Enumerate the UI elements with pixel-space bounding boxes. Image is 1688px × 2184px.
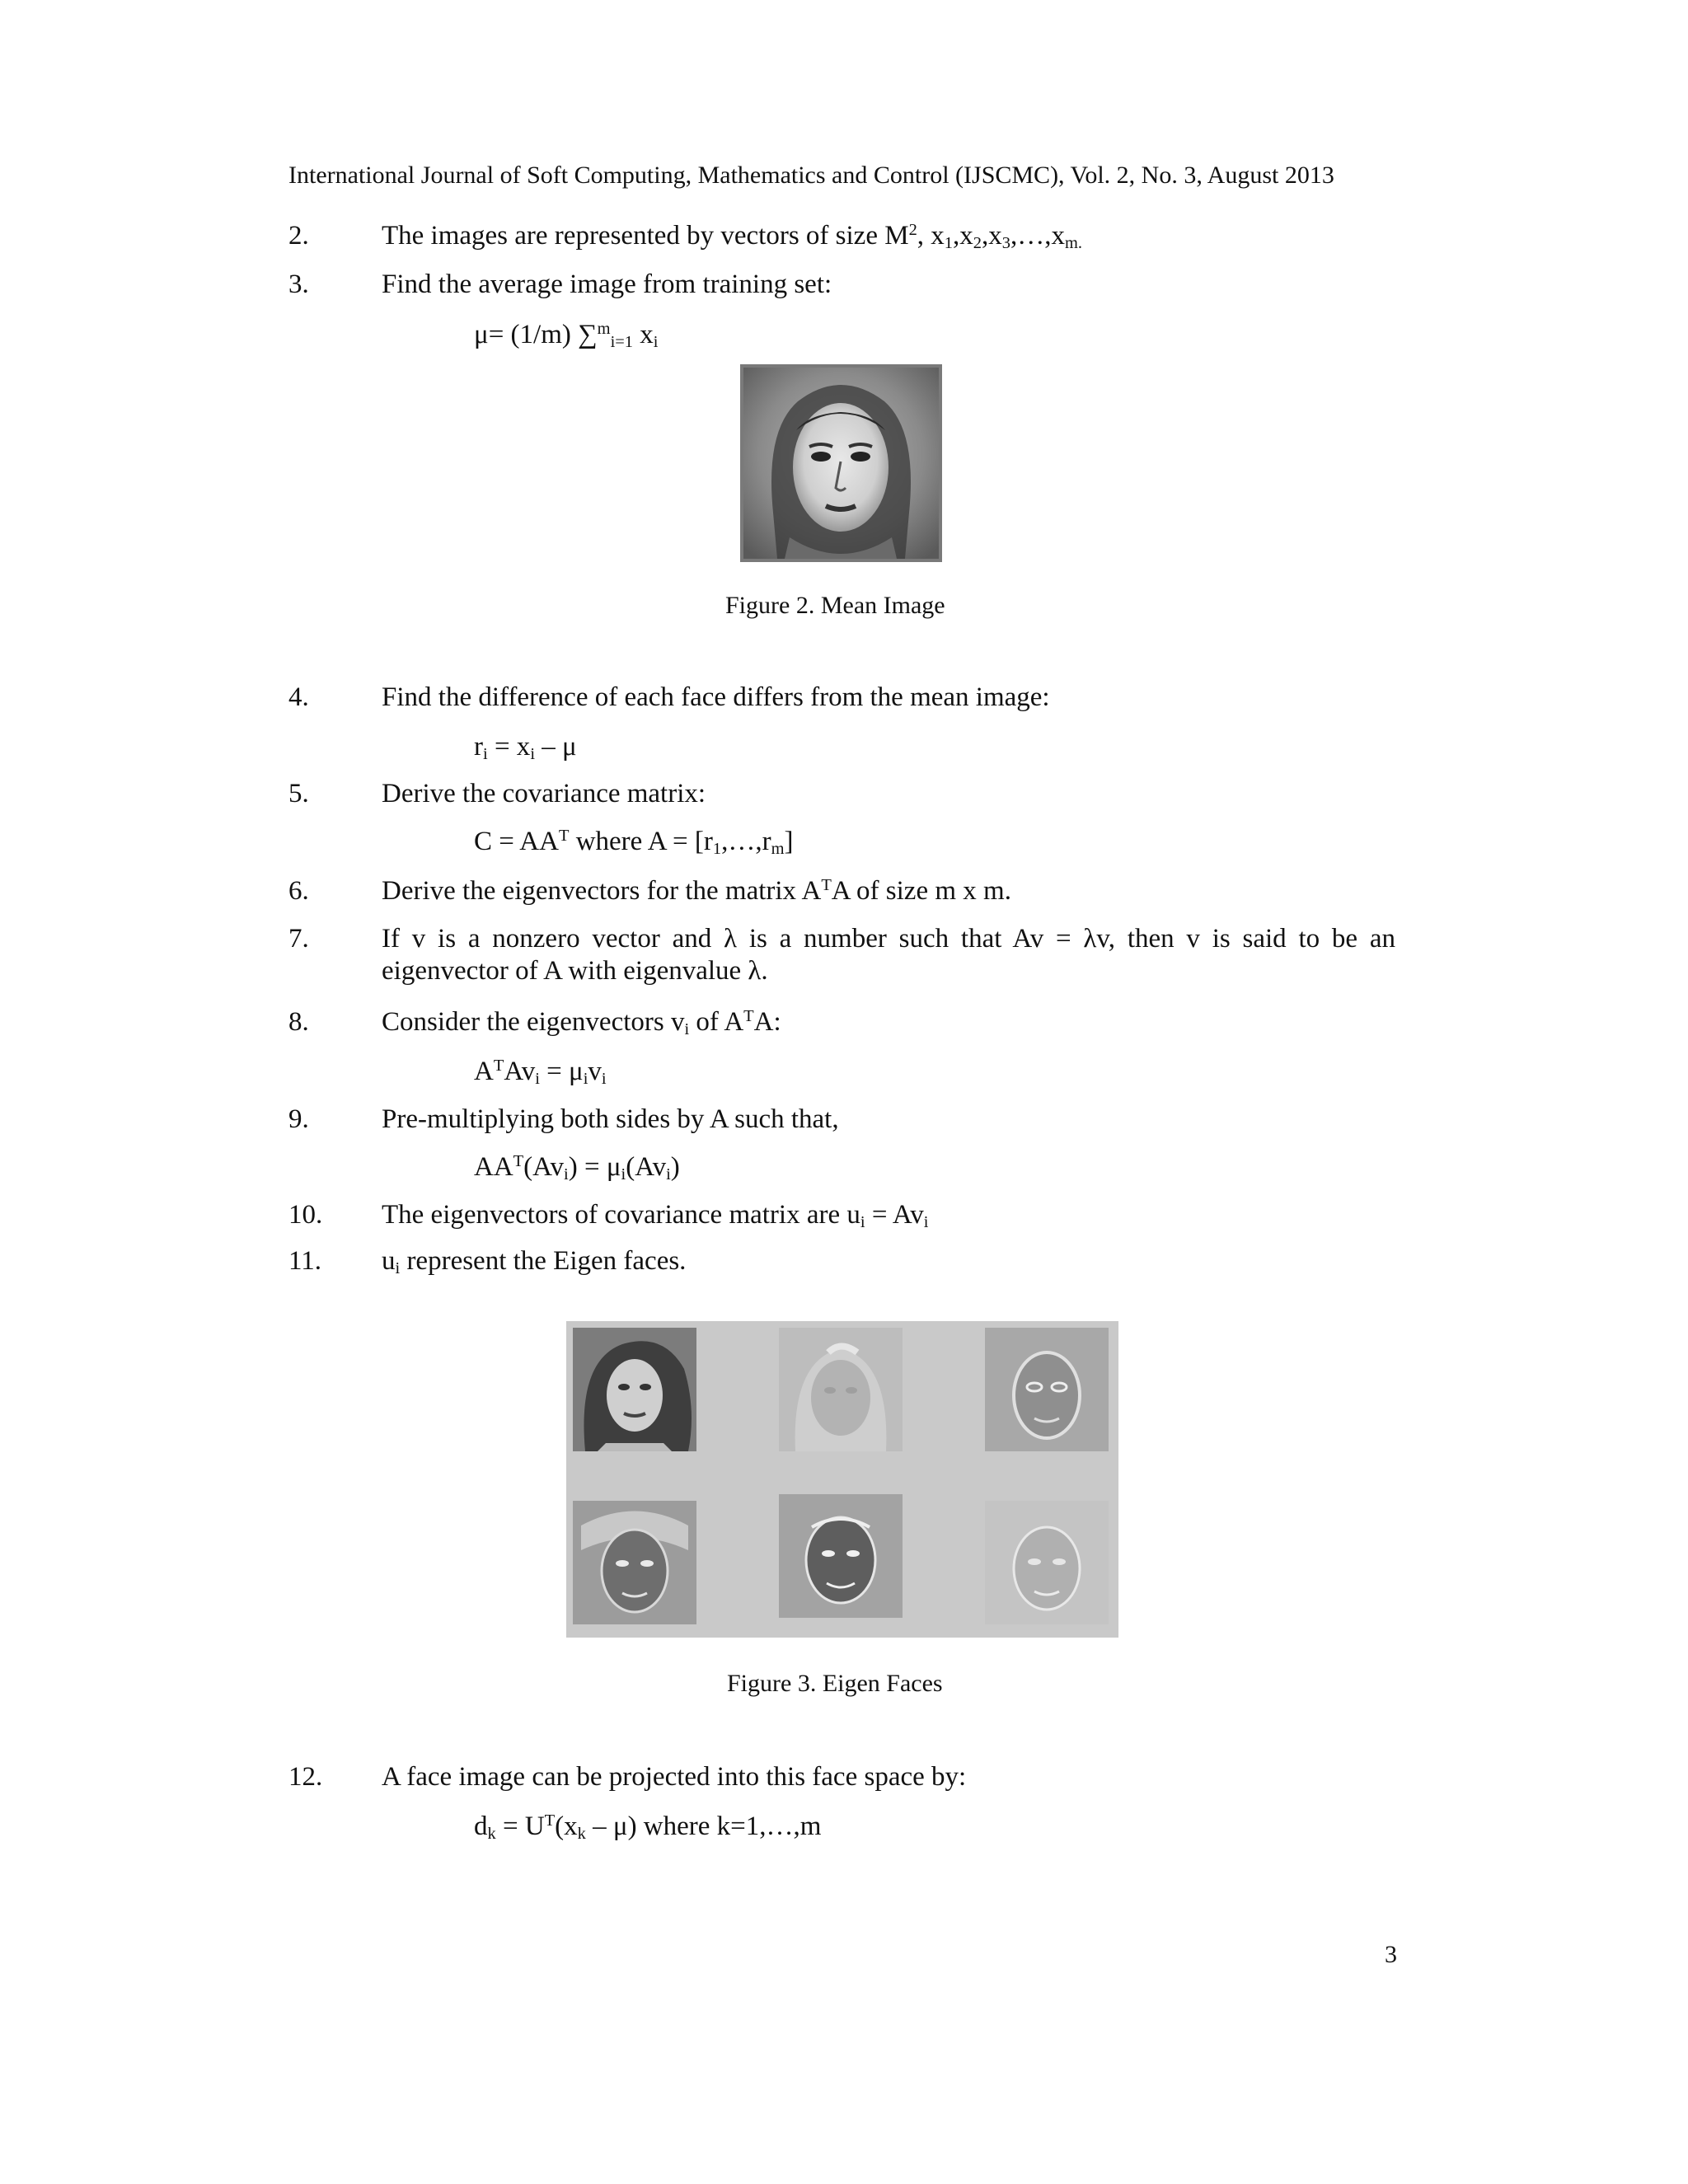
step-9-text: Pre-multiplying both sides by A such that,: [382, 1104, 839, 1134]
step-number: 6.: [288, 876, 309, 906]
figure-3-caption: Figure 3. Eigen Faces: [727, 1670, 943, 1697]
step-number: 4.: [288, 682, 309, 712]
difference-equation: $r_i = x_i - \mu$: [474, 732, 577, 764]
eigen-equation: $A^TAv_i = \mu_iv_i$: [474, 1056, 607, 1089]
step-number: 7.: [288, 924, 309, 954]
step-number: 11.: [288, 1246, 322, 1276]
step-10-text: The eigenvectors of covariance matrix are $u_i = Av_i$: [382, 1200, 929, 1232]
step-number: 10.: [288, 1200, 323, 1230]
step-7-line-1: If v is a nonzero vector and λ is a number such that Av = λv, then v is said to be an: [382, 924, 1395, 954]
step-6-text: Derive the eigenvectors for the matrix $A^TA$ of size m x m.: [382, 875, 1011, 906]
step-7-line-2: eigenvector of A with eigenvalue λ.: [382, 956, 768, 986]
covariance-equation: $C = AA^T$ where $A = [r_1,\dots,r_m]$: [474, 826, 794, 859]
mean-equation: μ= (1/m) ∑$^m_{i=1}$ $x_i$: [474, 319, 659, 352]
step-number: 12.: [288, 1762, 323, 1792]
step-11-text: $u_i$ represent the Eigen faces.: [382, 1246, 687, 1278]
page-number: 3: [1385, 1941, 1397, 1968]
eigen-faces-image: [566, 1321, 1118, 1638]
step-3-text: Find the average image from training set:: [382, 269, 832, 299]
premultiply-equation: $AA^T(Av_i) = \mu_i(Av_i)$: [474, 1151, 680, 1184]
step-5-text: Derive the covariance matrix:: [382, 779, 706, 808]
step-8-text: Consider the eigenvectors $v_i$ of $A^TA$:: [382, 1006, 781, 1039]
running-header: International Journal of Soft Computing, Mathematics and Control (IJSCMC), Vol. 2, No. 3, August 2013: [288, 162, 1334, 189]
step-number: 3.: [288, 269, 309, 299]
step-number: 5.: [288, 779, 309, 808]
step-2-text: The images are represented by vectors of size $M^2$, $x_1,x_2,x_3,\dots,x_{m.}$: [382, 220, 1082, 253]
step-4-text: Find the difference of each face differs from the mean image:: [382, 682, 1050, 712]
step-number: 8.: [288, 1007, 309, 1037]
step-number: 2.: [288, 221, 309, 251]
step-12-text: A face image can be projected into this face space by:: [382, 1762, 967, 1792]
projection-equation: $d_k = U^T(x_k - \mu)$ where k=1,…,m: [474, 1811, 822, 1844]
mean-face-image: [740, 364, 942, 562]
step-number: 9.: [288, 1104, 309, 1134]
figure-2-caption: Figure 2. Mean Image: [725, 592, 945, 619]
